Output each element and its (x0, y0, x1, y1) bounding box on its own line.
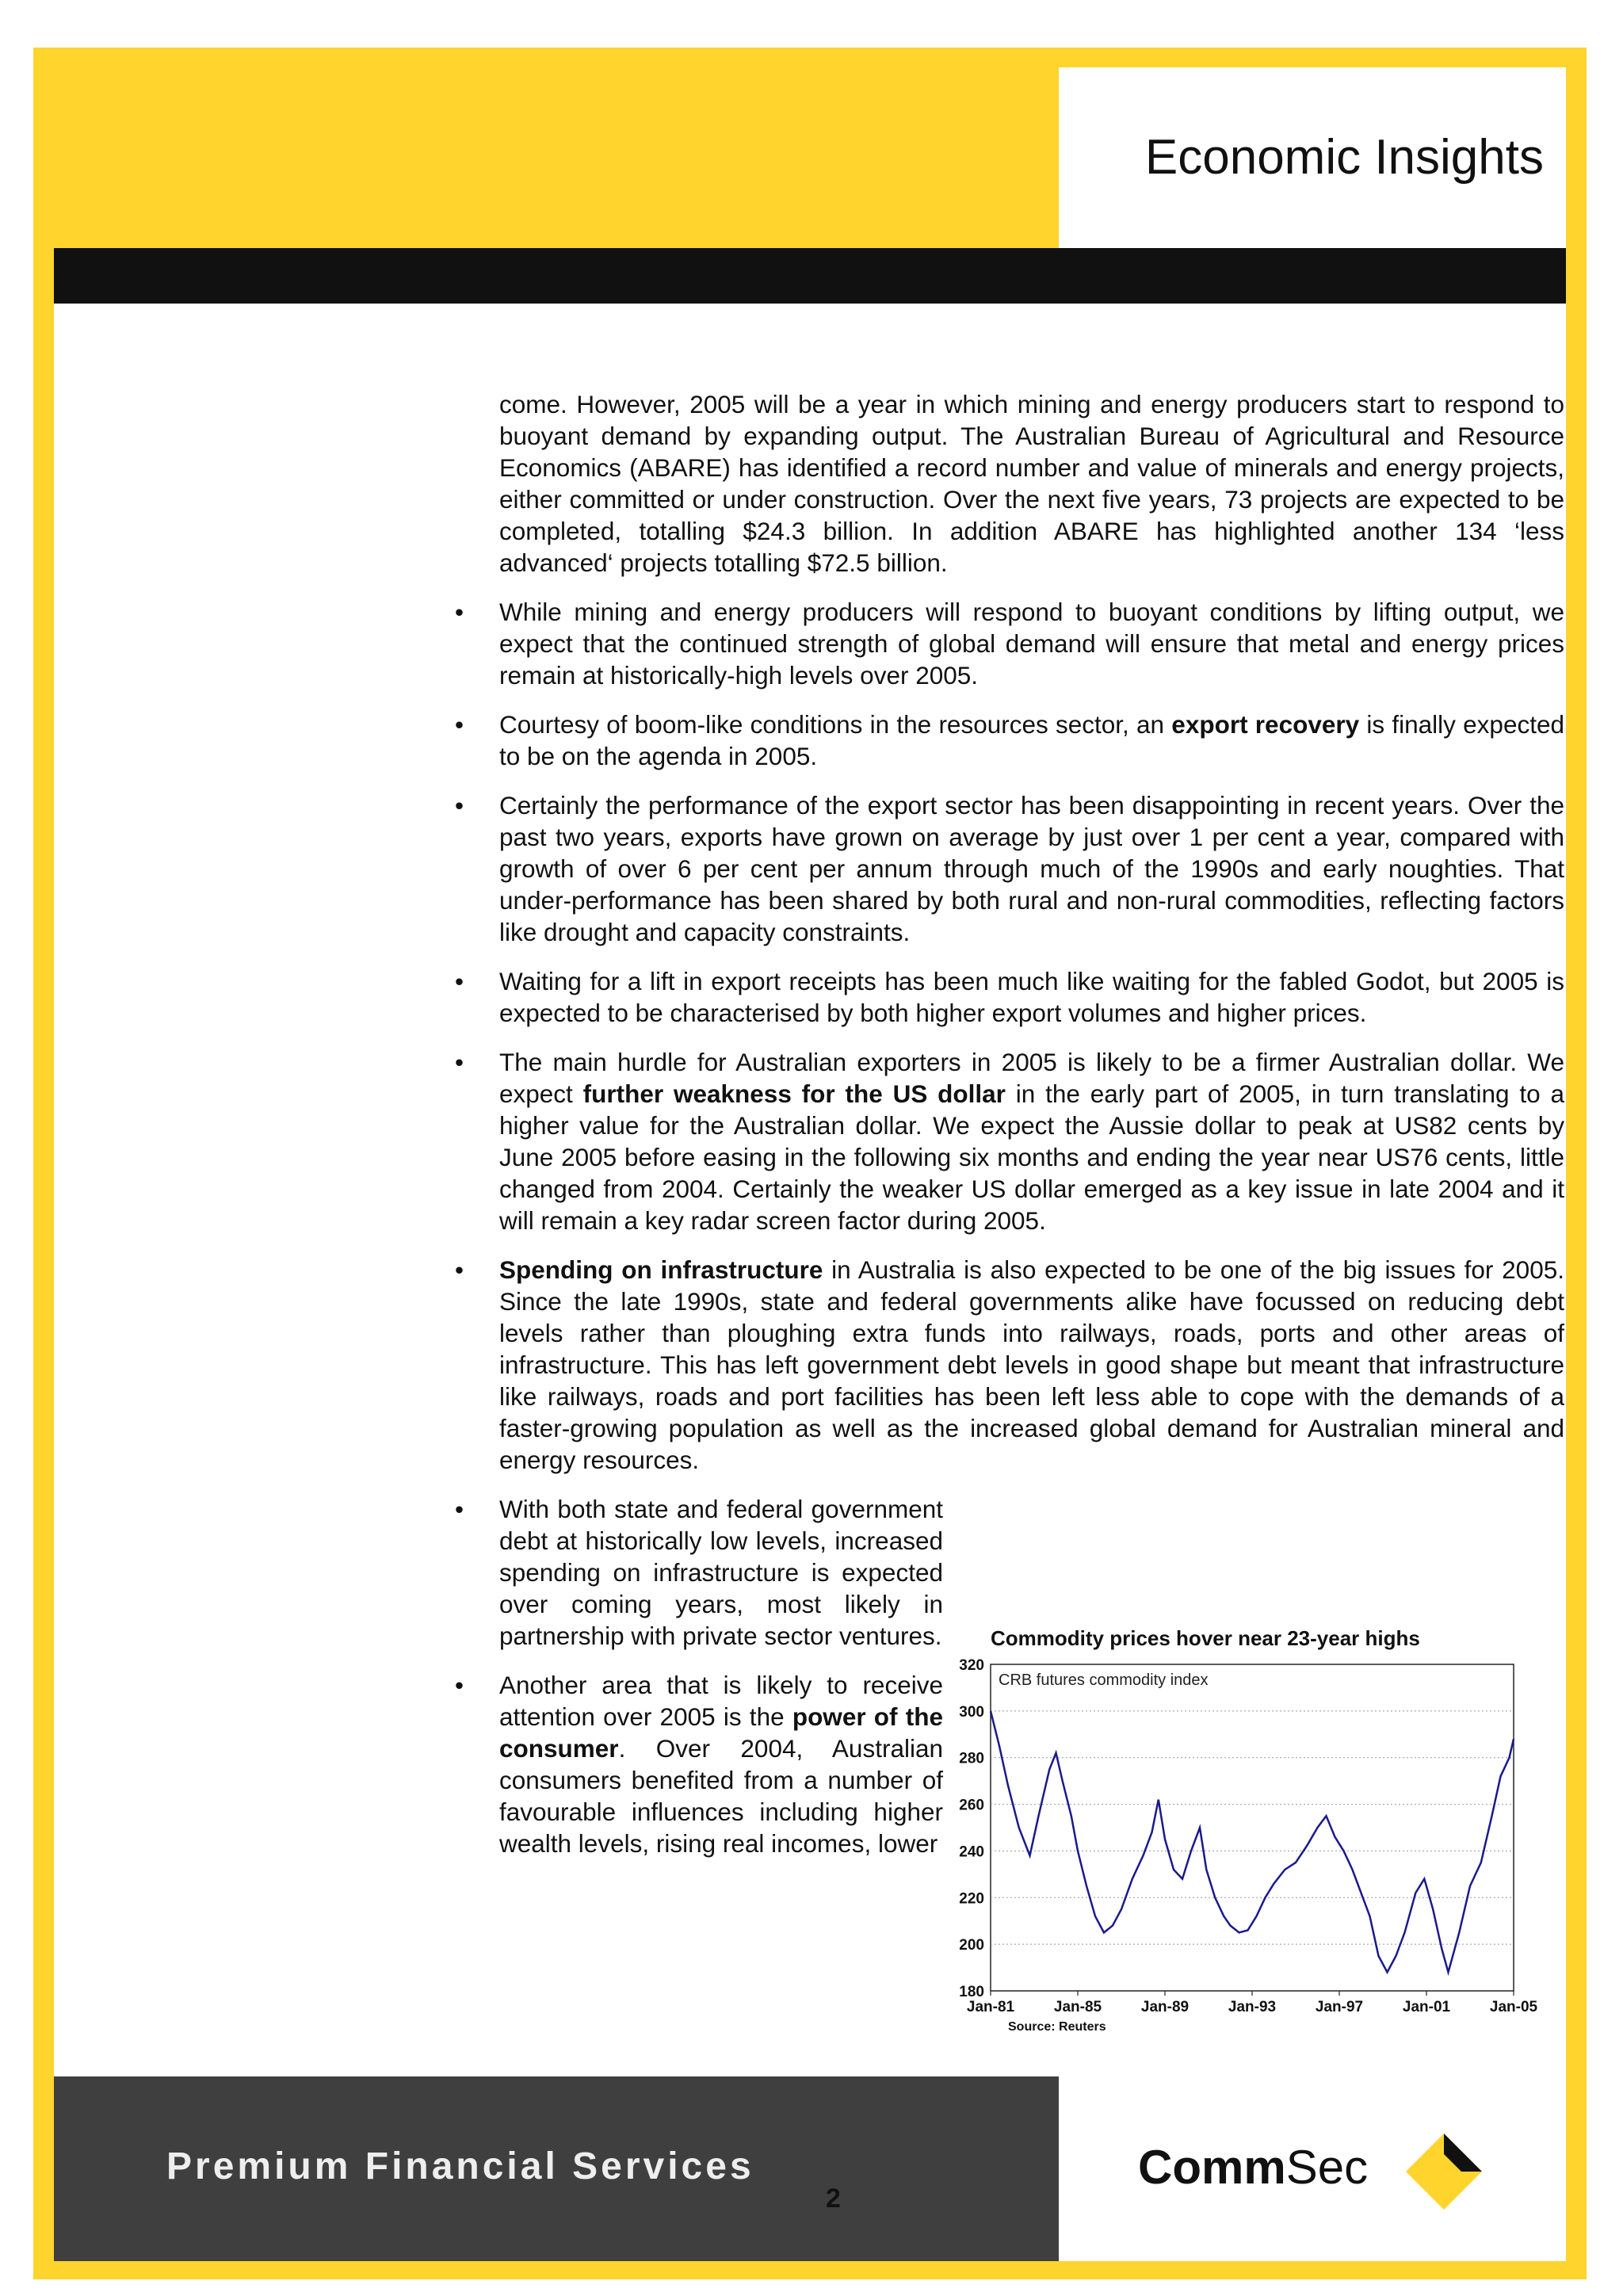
bullet-glyph: • (455, 967, 464, 995)
bullet-emphasis: power of the consumer (499, 1702, 944, 1763)
bullet-text: Certainly the performance of the export sector has been disappointing in recent years. Over the past two years, exports have grown on average by just over 1 per cent a year, compared with growth of over 6 per cent per annum through much of the 1990s and early noughties. That under-performance has been shared by both rural and non-rural commodities, reflecting factors like drought and capacity constraints. (499, 791, 1564, 946)
logo-bold-part: Comm (1138, 2141, 1286, 2194)
y-tick-label: 200 (959, 1937, 984, 1954)
intro-paragraph: come. However, 2005 will be a year in which mining and energy producers start to respond to buoyant demand by expanding output. The Australian Bureau of Agricultural and Resource Economics (ABARE) has identified a record number and value of minerals and energy projects, either committed or under construction. Over the next five years, 73 projects are expected to be completed, totalling $24.3 billion. In addition ABARE has highlighted another 134 ‘less advanced‘ projects totalling $72.5 billion. (499, 390, 1564, 577)
x-tick-label: Jan-05 (1489, 1999, 1537, 2015)
x-tick-label: Jan-81 (966, 1999, 1015, 2015)
bullet-text: Waiting for a lift in export receipts has been much like waiting for the fabled Godot, but 2005 is expected to be characterised by both higher export volumes and higher prices. (499, 967, 1564, 1027)
header-title-box (1059, 67, 1566, 248)
bullet-glyph: • (455, 598, 464, 626)
y-tick-label: 220 (959, 1890, 984, 1908)
bullet-item (452, 596, 1564, 691)
bullet-glyph: • (455, 1048, 464, 1076)
header-divider-bar (54, 248, 1566, 304)
chart-plot-area (991, 1664, 1514, 1991)
bullet-emphasis: export recovery (1171, 710, 1360, 739)
bullet-text: is finally expected to be on the agenda in 2005. (499, 710, 1564, 770)
bullet-item (452, 1493, 943, 1652)
y-tick-label: 180 (959, 1984, 984, 2000)
bullet-text: in Australia is also expected to be one of the big issues for 2005. Since the late 1990s, state and federal governments alike have focussed on reducing debt levels rather than ploughing extra funds into railways, roads, ports and other areas of infrastructure. This has left government debt levels in good shape but meant that infrastructure like railways, roads and port facilities has been left less able to cope with the demands of a faster-growing population as well as the increased global demand for Australian mineral and energy resources. (499, 1255, 1564, 1474)
bullet-text: in the early part of 2005, in turn translating to a higher value for the Australian dollar. We expect the Aussie dollar to peak at US82 cents by June 2005 before easing in the following six months and ending the year near US76 cents, little changed from 2004. Certainly the weaker US dollar emerged as a key issue in late 2004 and it will remain a key radar screen factor during 2005. (499, 1079, 1565, 1235)
bullet-emphasis: Spending on infrastructure (499, 1255, 823, 1284)
page-title: Economic Insights (1144, 130, 1544, 185)
bullet-item (452, 965, 1564, 1029)
bullet-glyph: • (455, 1255, 464, 1284)
page-number: 2 (826, 2183, 841, 2214)
bullet-emphasis: further weakness for the US dollar (582, 1079, 1006, 1108)
bullet-text: With both state and federal government debt at historically low levels, increased spending on infrastructure is expected over coming years, most likely in partnership with private sector ventures. (499, 1495, 943, 1650)
bullet-text: Another area that is likely to receive attention over 2005 is the (499, 1671, 943, 1731)
chart-svg (935, 1626, 1537, 2046)
commsec-diamond-icon (1404, 2132, 1484, 2211)
y-tick-label: 320 (959, 1657, 984, 1674)
y-tick-label: 260 (959, 1797, 984, 1814)
footer-tagline: Premium Financial Services (166, 2145, 754, 2187)
commodity-chart (935, 1626, 1537, 2046)
header-yellow-block (54, 67, 1059, 248)
legend-label: CRB futures commodity index (999, 1671, 1209, 1689)
bullet-text: The main hurdle for Australian exporters in 2005 is likely to be a firmer Australian dollar. We expect (499, 1048, 1564, 1108)
x-tick-label: Jan-97 (1315, 1999, 1364, 2015)
bullet-text: While mining and energy producers will respond to buoyant conditions by lifting output, we expect that the continued strength of global demand will ensure that metal and energy prices remain at historically-high levels over 2005. (499, 598, 1564, 690)
x-tick-label: Jan-93 (1228, 1999, 1277, 2015)
bullet-item (452, 1046, 1564, 1236)
y-tick-label: 240 (959, 1843, 984, 1861)
bullet-glyph: • (455, 1495, 464, 1523)
bullet-item (452, 1669, 943, 1859)
bullet-glyph: • (455, 791, 464, 819)
logo-light-part: Sec (1285, 2141, 1369, 2194)
bullet-text: . Over 2004, Australian consumers benefited from a number of favourable influences including higher wealth levels, rising real incomes, lower (499, 1734, 943, 1858)
bullet-glyph: • (455, 710, 464, 739)
chart-title: Commodity prices hover near 23-year highs (991, 1626, 1420, 1650)
y-tick-label: 280 (959, 1750, 984, 1767)
commsec-logo (1138, 2140, 1368, 2195)
x-tick-label: Jan-01 (1402, 1999, 1451, 2015)
bullet-glyph: • (455, 1671, 464, 1699)
chart-source: Source: Reuters (1008, 2020, 1106, 2034)
bullet-item (452, 709, 1564, 772)
bullet-item (452, 789, 1564, 948)
y-tick-label: 300 (959, 1703, 984, 1721)
x-tick-label: Jan-89 (1140, 1999, 1190, 2015)
bullet-text: Courtesy of boom-like conditions in the resources sector, an (499, 710, 1172, 739)
bullet-item (452, 1254, 1564, 1476)
x-tick-label: Jan-85 (1053, 1999, 1102, 2015)
